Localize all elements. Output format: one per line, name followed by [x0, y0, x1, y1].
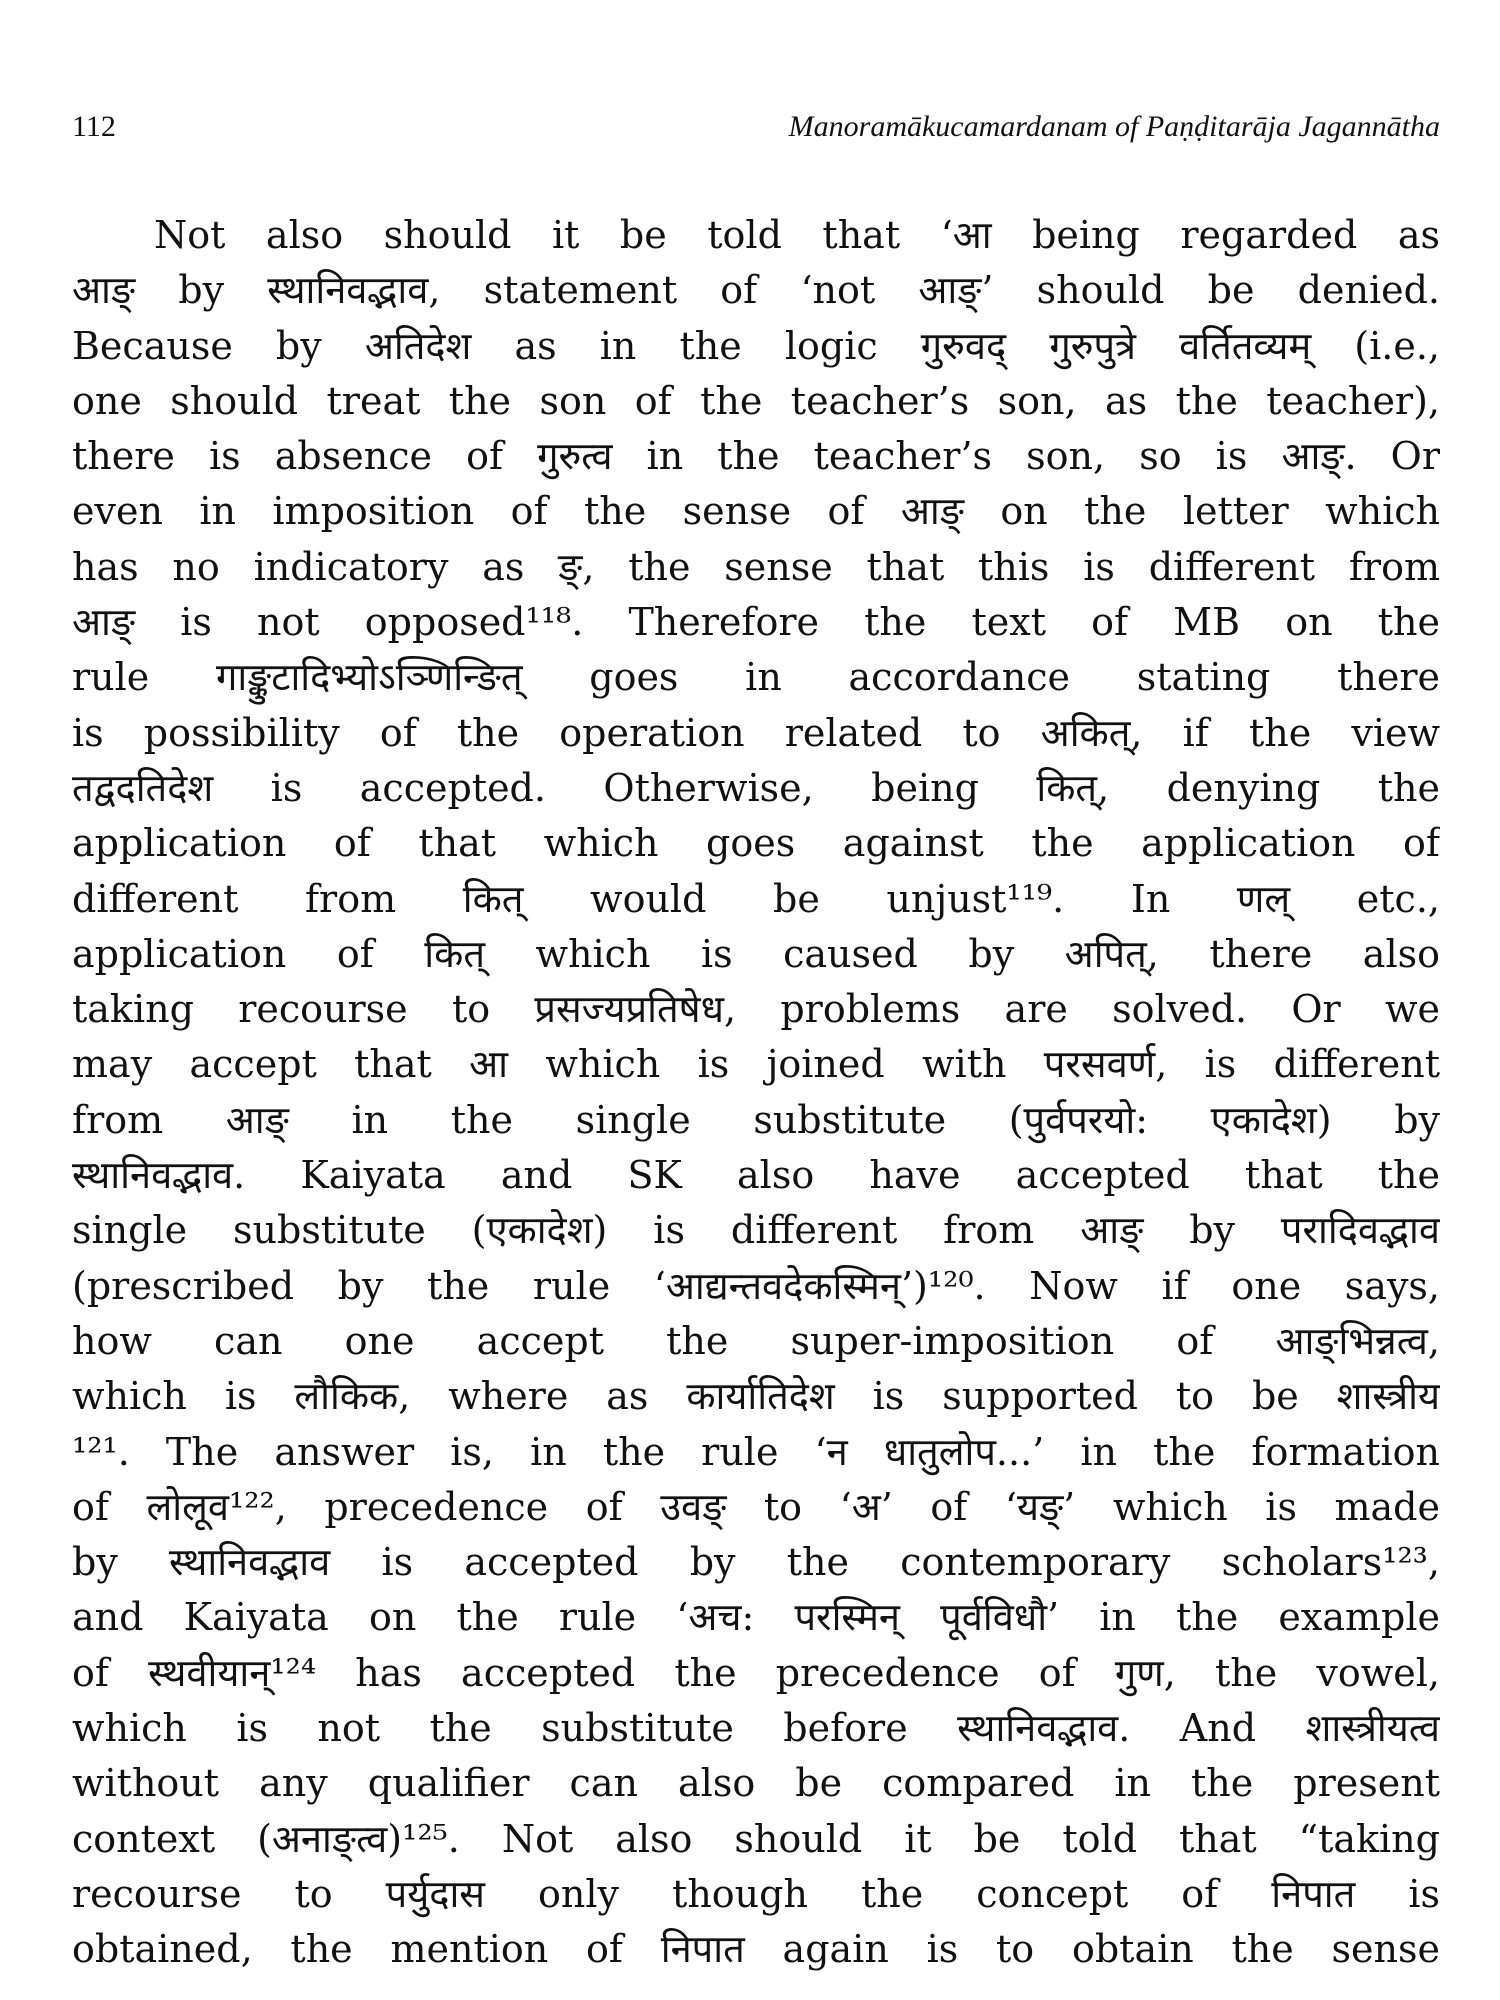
text-line: which is लौकिक, where as कार्यातिदेश is supported to be शास्त्रीय — [72, 1374, 1440, 1419]
text-line: is possibility of the operation related to अकित्, if the view — [72, 710, 1440, 755]
text-line: single substitute (एकादेश) is different from आङ् by परादिवद्भाव — [72, 1208, 1440, 1253]
text-line: आङ् is not opposed¹¹⁸. Therefore the text of MB on the — [72, 600, 1440, 645]
text-line: ¹²¹. The answer is, in the rule ‘न धातुलोप...’ in the formation — [72, 1429, 1440, 1474]
text-line: has no indicatory as ङ्, the sense that this is different from — [72, 544, 1440, 589]
text-line: of लोलूव¹²², precedence of उवङ् to ‘अ’ of ‘यङ्’ which is made — [72, 1484, 1440, 1529]
text-line: one should treat the son of the teacher’s son, as the teacher), — [72, 378, 1440, 423]
text-line: even in imposition of the sense of आङ् on the letter which — [72, 489, 1440, 534]
text-line: and Kaiyata on the rule ‘अच: परस्मिन् पूर्वविधौ’ in the example — [72, 1595, 1440, 1640]
text-line: by स्थानिवद्भाव is accepted by the contemporary scholars¹²³, — [72, 1540, 1440, 1585]
text-line: there is absence of गुरुत्व in the teacher’s son, so is आङ्. Or — [72, 434, 1440, 479]
text-line: taking recourse to प्रसज्यप्रतिषेध, problems are solved. Or we — [72, 987, 1440, 1032]
page-header — [72, 108, 1440, 146]
text-line: without any qualifier can also be compared in the present — [72, 1761, 1440, 1806]
body-paragraph — [72, 208, 1440, 1978]
text-line: how can one accept the super-imposition of आङ्भिन्नत्व, — [72, 1318, 1440, 1363]
page-number: 112 — [72, 110, 116, 143]
text-line: तद्वदतिदेश is accepted. Otherwise, being कित्, denying the — [72, 765, 1440, 810]
text-line: different from कित् would be unjust¹¹⁹. In णल् etc., — [72, 876, 1440, 921]
text-line: recourse to पर्युदास only though the concept of निपात is — [72, 1871, 1440, 1916]
text-line: Because by अतिदेश as in the logic गुरुवद् गुरुपुत्रे वर्तितव्यम् (i.e., — [72, 323, 1440, 368]
text-line: context (अनाङ्त्व)¹²⁵. Not also should it be told that “taking — [72, 1816, 1440, 1861]
text-line: आङ् by स्थानिवद्भाव, statement of ‘not आङ्’ should be denied. — [72, 268, 1440, 313]
text-line: which is not the substitute before स्थानिवद्भाव. And शास्त्रीयत्व — [72, 1706, 1440, 1751]
text-line: (prescribed by the rule ‘आद्यन्तवदेकस्मिन्’)¹²⁰. Now if one says, — [72, 1263, 1440, 1308]
text-line: obtained, the mention of निपात again is to obtain the sense — [72, 1927, 1440, 1972]
text-line: application of that which goes against the application of — [72, 821, 1440, 866]
text-line: from आङ् in the single substitute (पुर्वपरयो: एकादेश) by — [72, 1097, 1440, 1142]
text-line: स्थानिवद्भाव. Kaiyata and SK also have accepted that the — [72, 1153, 1440, 1198]
text-line: application of कित् which is caused by अपित्, there also — [72, 931, 1440, 976]
text-line: rule गाङ्कुटादिभ्योऽञ्णिन्ङित् goes in accordance stating there — [72, 655, 1440, 700]
text-line: Not also should it be told that ‘आ being regarded as — [154, 213, 1440, 257]
text-line: may accept that आ which is joined with परसवर्ण, is different — [72, 1042, 1440, 1087]
text-line: of स्थवीयान्¹²⁴ has accepted the precedence of गुण, the vowel, — [72, 1650, 1440, 1695]
running-title: Manoramākucamardanam of Paṇḍitarāja Jagannātha — [788, 110, 1440, 143]
